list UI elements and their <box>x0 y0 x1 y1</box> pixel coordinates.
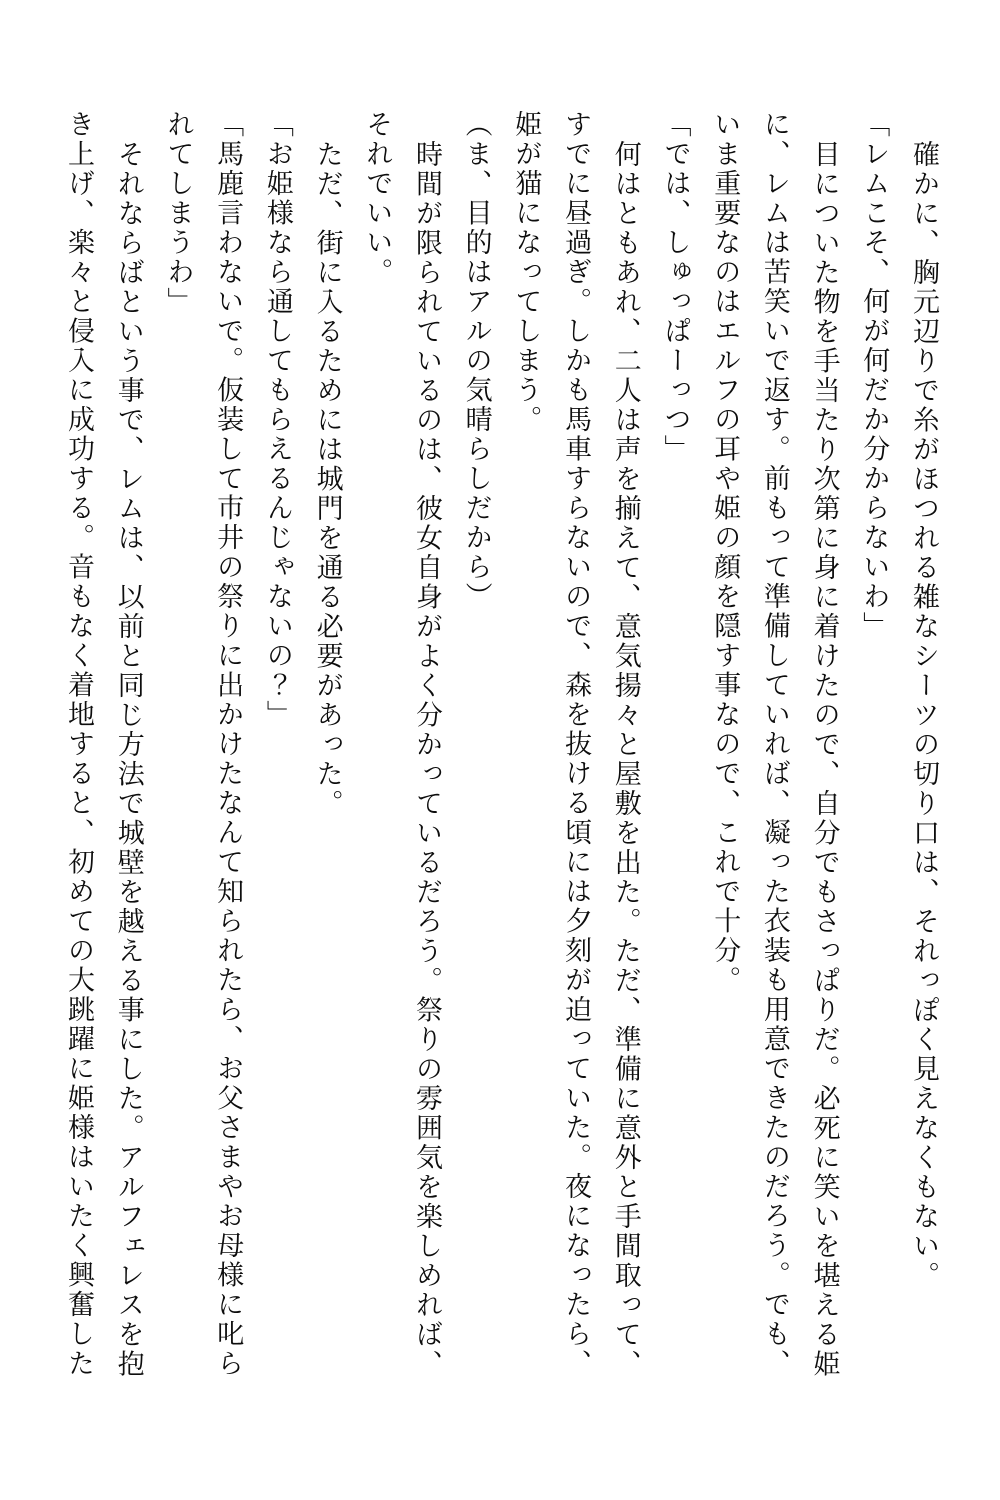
text-line: き上げ、楽々と侵入に成功する。音もなく着地すると、初めての大跳躍に姫様はいたく興奮した <box>64 110 95 1379</box>
text-line: 何はともあれ、二人は声を揃えて、意気揚々と屋敷を出た。ただ、準備に意外と手間取って、 <box>610 140 641 1379</box>
text-line: 「馬鹿言わないで。仮装して市井の祭りに出かけたなんて知られたら、お父さまやお母様に叱ら <box>213 110 244 1379</box>
text-line: （ま、目的はアルの気晴らしだから） <box>461 110 492 612</box>
text-line: 「では、しゅっぱーっつ」 <box>660 110 691 464</box>
text-line: 時間が限られているのは、彼女自身がよく分かっているだろう。祭りの雰囲気を楽しめれば、 <box>411 140 442 1379</box>
vertical-text-block <box>52 110 948 1440</box>
text-line: 「レムこそ、何が何だか分からないわ」 <box>859 110 890 641</box>
text-line: いま重要なのはエルフの耳や姫の顔を隠す事なので、これで十分。 <box>710 110 741 995</box>
text-line: 目についた物を手当たり次第に身に着けたので、自分でもさっぱりだ。必死に笑いを堪える姫 <box>809 140 840 1379</box>
text-line: それでいい。 <box>362 110 393 287</box>
text-line: に、レムは苦笑いで返す。前もって準備していれば、凝った衣装も用意できたのだろう。でも、 <box>759 110 790 1379</box>
text-line: ただ、街に入るためには城門を通る必要があった。 <box>312 140 343 819</box>
text-line: すでに昼過ぎ。しかも馬車すらないので、森を抜ける頃には夕刻が迫っていた。夜になったら、 <box>561 110 592 1379</box>
text-line: 「お姫様なら通してもらえるんじゃないの？」 <box>262 110 293 730</box>
text-line: 確かに、胸元辺りで糸がほつれる雑なシーツの切り口は、それっぽく見えなくもない。 <box>909 140 939 1291</box>
text-line: 姫が猫になってしまう。 <box>511 110 542 435</box>
text-line: れてしまうわ」 <box>163 110 194 317</box>
text-line: それならばという事で、レムは、以前と同じ方法で城壁を越える事にした。アルフェレスを抱 <box>113 140 144 1379</box>
